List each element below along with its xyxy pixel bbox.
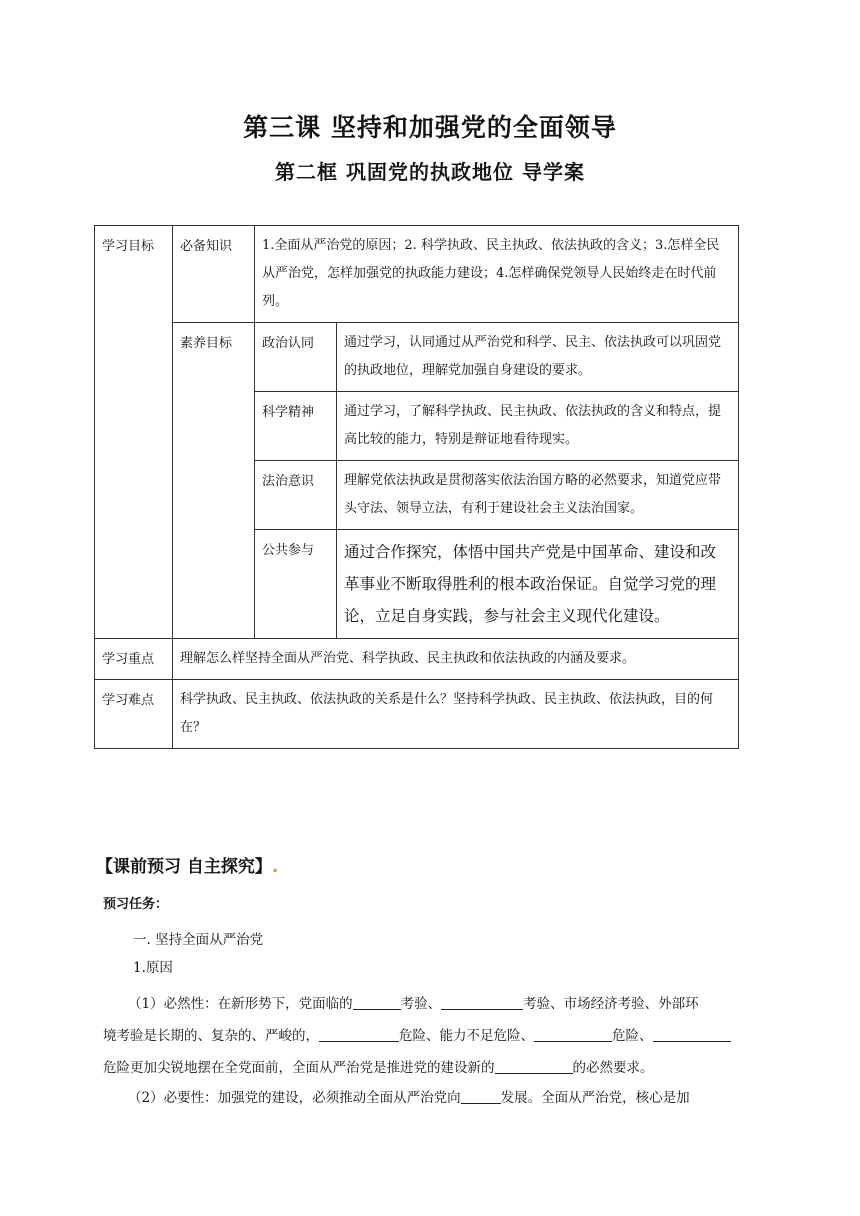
text-fragment: （2）必要性：加强党的建设，必须推动全面从严治党向 bbox=[128, 1090, 461, 1106]
table-row bbox=[95, 639, 739, 680]
learning-goals-table bbox=[94, 225, 739, 749]
section-heading: 一. 坚持全面从严治党 bbox=[133, 932, 264, 948]
text-fragment: 境考验是长期的、复杂的、严峻的， bbox=[103, 1028, 319, 1044]
table-row bbox=[95, 226, 739, 323]
difficulty-label: 学习难点 bbox=[95, 680, 173, 749]
literacy-text: 理解党依法执政是贯彻落实依法治国方略的必然要求，知道党应带头守法、领导立法，有利于建设社会主义法治国家。 bbox=[337, 461, 739, 530]
fill-blank[interactable] bbox=[461, 1089, 501, 1104]
literacy-name: 政治认同 bbox=[255, 323, 337, 392]
knowledge-text: 1.全面从严治党的原因；2. 科学执政、民主执政、依法执政的含义；3.怎样全民从严治党，怎样加强党的执政能力建设；4.怎样确保党领导人民始终走在时代前列。 bbox=[255, 226, 739, 323]
text-fragment: 考验、市场经济考验、外部环 bbox=[523, 996, 699, 1012]
focus-label: 学习重点 bbox=[95, 639, 173, 680]
text-fragment: 危险、 bbox=[612, 1028, 653, 1044]
fill-blank[interactable] bbox=[653, 1027, 731, 1042]
preview-heading bbox=[96, 852, 278, 877]
fill-blank[interactable] bbox=[441, 995, 523, 1010]
literacy-name: 公共参与 bbox=[255, 530, 337, 639]
paragraph-line bbox=[128, 992, 699, 1012]
fill-blank[interactable] bbox=[353, 995, 401, 1010]
text-fragment: 危险、能力不足危险、 bbox=[399, 1028, 534, 1044]
literacy-text: 通过学习，了解科学执政、民主执政、依法执政的含义和特点，提高比较的能力，特别是辩证地看待现实。 bbox=[337, 392, 739, 461]
page-subtitle: 第二框 巩固党的执政地位 导学案 bbox=[275, 160, 585, 184]
heading-dot: . bbox=[271, 857, 279, 877]
text-fragment: 考验、 bbox=[400, 996, 442, 1012]
knowledge-label: 必备知识 bbox=[173, 226, 255, 323]
fill-blank[interactable] bbox=[495, 1059, 573, 1074]
preview-heading-text: 【课前预习 自主探究】 bbox=[96, 857, 272, 877]
page-title: 第三课 坚持和加强党的全面领导 bbox=[243, 113, 617, 142]
item-heading: 1.原因 bbox=[133, 960, 173, 976]
literacy-text: 通过学习，认同通过从严治党和科学、民主、依法执政可以巩固党的执政地位，理解党加强自身建设的要求。 bbox=[337, 323, 739, 392]
text-fragment: 危险更加尖锐地摆在全党面前，全面从严治党是推进党的建设新的 bbox=[103, 1060, 495, 1076]
literacy-text: 通过合作探究，体悟中国共产党是中国革命、建设和改革事业不断取得胜利的根本政治保证。自觉学习党的理论，立足自身实践，参与社会主义现代化建设。 bbox=[337, 530, 739, 639]
table-row bbox=[95, 323, 739, 392]
literacy-name: 科学精神 bbox=[255, 392, 337, 461]
fill-blank[interactable] bbox=[534, 1027, 612, 1042]
difficulty-text: 科学执政、民主执政、依法执政的关系是什么？坚持科学执政、民主执政、依法执政，目的何在？ bbox=[173, 680, 739, 749]
text-fragment: 发展。全面从严治党，核心是加 bbox=[500, 1090, 690, 1106]
table-row bbox=[95, 680, 739, 749]
literacy-label: 素养目标 bbox=[173, 323, 255, 639]
fill-blank[interactable] bbox=[319, 1027, 399, 1042]
text-fragment: （1）必然性：在新形势下，党面临的 bbox=[128, 996, 353, 1012]
paragraph-line bbox=[103, 1056, 654, 1076]
text-fragment: 的必然要求。 bbox=[572, 1060, 654, 1076]
focus-text: 理解怎么样坚持全面从严治党、科学执政、民主执政和依法执政的内涵及要求。 bbox=[173, 639, 739, 680]
paragraph-line bbox=[103, 1024, 731, 1044]
paragraph-line bbox=[128, 1086, 690, 1106]
task-label: 预习任务： bbox=[103, 897, 169, 912]
goals-label: 学习目标 bbox=[95, 226, 173, 639]
literacy-name: 法治意识 bbox=[255, 461, 337, 530]
